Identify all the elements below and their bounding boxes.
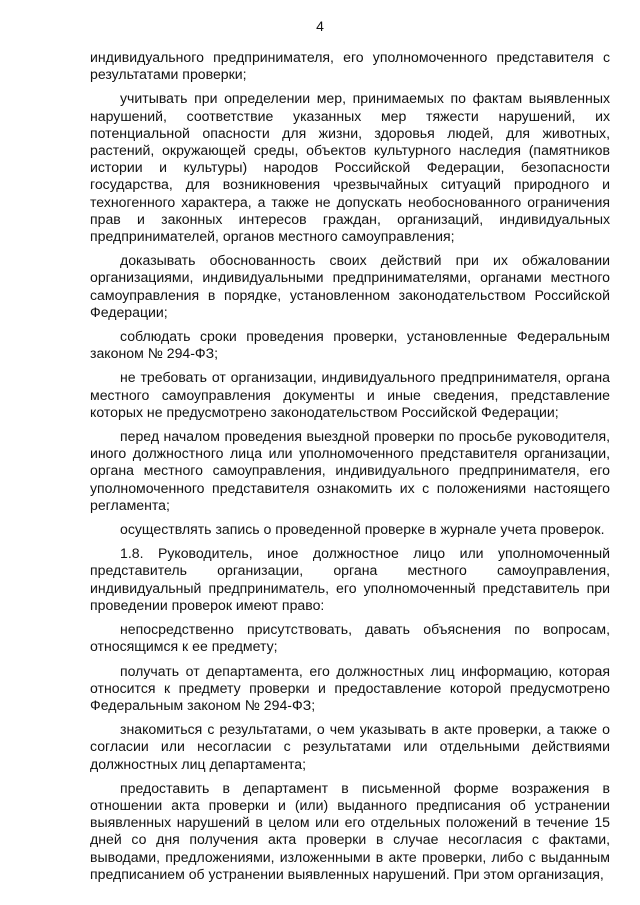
page-number: 4: [316, 18, 324, 34]
paragraph-section-1-8: 1.8. Руководитель, иное должностное лицо или уполномоченный представитель организации, органа местного самоуправления, индивидуальный предприниматель, его уполномоченный представитель при проведении проверок имеют право:: [90, 545, 610, 613]
paragraph-duty-deadlines: соблюдать сроки проведения проверки, установленные Федеральным законом № 294-ФЗ;: [90, 328, 610, 362]
document-body: [90, 49, 610, 883]
paragraph-duty-journal: осуществлять запись о проведенной проверке в журнале учета проверок.: [120, 521, 605, 538]
paragraph-right-attend: непосредственно присутствовать, давать объяснения по вопросам, относящимся к ее предмету;: [90, 621, 610, 655]
paragraph-duty-familiarize: перед началом проведения выездной проверки по просьбе руководителя, иного должностного лица или уполномоченного представителя организации, органа местного самоуправления, индивидуального предпринимателя, его уполномоченного представителя ознакомить их с положениями настоящего регламента;: [90, 428, 610, 513]
paragraph-right-results: знакомиться с результатами, о чем указывать в акте проверки, а также о согласии или несогласии с результатами или отдельными действиями должностных лиц департамента;: [90, 721, 610, 772]
paragraph-duty-no-demands: не требовать от организации, индивидуального предпринимателя, органа местного самоуправления документы и иные сведения, представление которых не предусмотрено законодательством Российской Федерации;: [90, 369, 610, 420]
paragraph-duty-measures: учитывать при определении мер, принимаемых по фактам выявленных нарушений, соответствие указанных мер тяжести нарушений, их потенциальной опасности для жизни, здоровья людей, для животных, растений, окружающей среды, объектов культурного наследия (памятников истории и культуры) народов Российской Федерации, безопасности государства, для возникновения чрезвычайных ситуаций природного и техногенного характера, а также не допускать необоснованного ограничения прав и законных интересов граждан, организаций, индивидуальных предпринимателей, органов местного самоуправления;: [90, 90, 610, 245]
paragraph-continuation: индивидуального предпринимателя, его уполномоченного представителя с результатами проверки;: [90, 49, 610, 83]
paragraph-right-information: получать от департамента, его должностных лиц информацию, которая относится к предмету проверки и предоставление которой предусмотрено Федеральным законом № 294-ФЗ;: [90, 662, 610, 713]
paragraph-duty-justify: доказывать обоснованность своих действий при их обжаловании организациями, индивидуальными предпринимателями, органами местного самоуправления в порядке, установленном законодательством Российской Федерации;: [90, 252, 610, 320]
paragraph-right-objections: предоставить в департамент в письменной форме возражения в отношении акта проверки и (или) выданного предписания об устранении выявленных нарушений в целом или его отдельных положений в течение 15 дней со дня получения акта проверки в случае несогласия с фактами, выводами, предложениями, изложенными в акте проверки, либо с выданным предписанием об устранении выявленных нарушений. При этом организация,: [90, 779, 610, 882]
